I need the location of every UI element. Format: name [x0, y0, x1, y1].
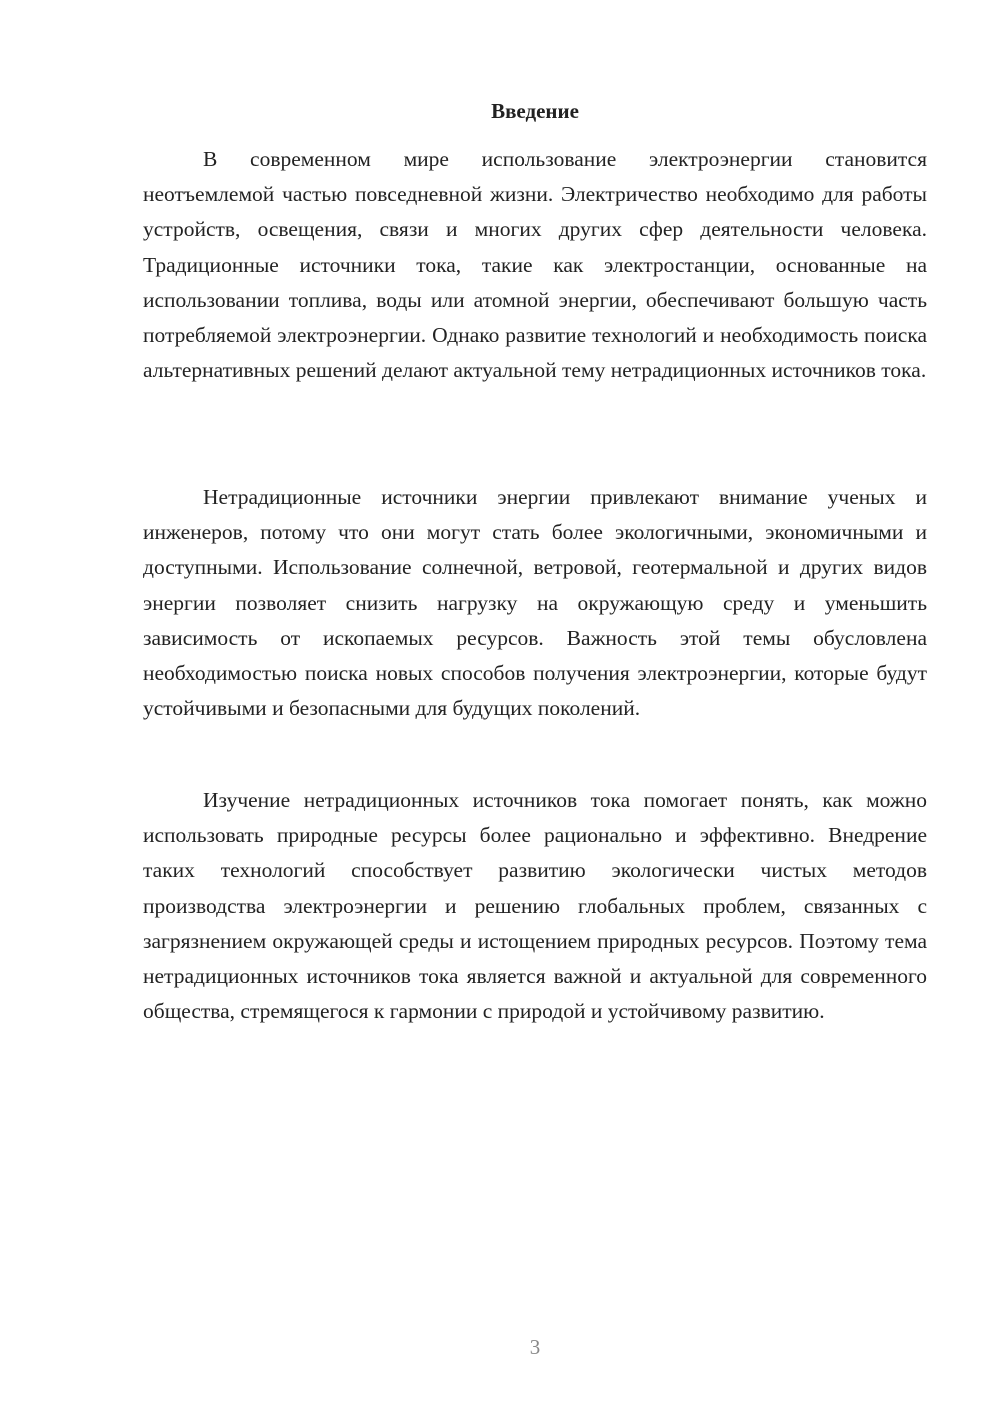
paragraph-study: Изучение нетрадиционных источников тока помогает понять, как можно использовать природные ресурсы более рационально и эффективно. Внедрение таких технологий способствует развитию экологически чистых методов производства электроэнергии и решению глобальных проблем, связанных с загрязнением окружающей среды и истощением природных ресурсов. Поэтому тема нетрадиционных источников тока является важной и актуальной для современного общества, стремящегося к гармонии с природой и устойчивому развитию. — [143, 788, 927, 1024]
paragraph-importance: Нетрадиционные источники энергии привлекают внимание ученых и инженеров, потому что они могут стать более экологичными, экономичными и доступными. Использование солнечной, ветровой, геотермальной и других видов энергии позволяет снизить нагрузку на окружающую среду и уменьшить зависимость от ископаемых ресурсов. Важность этой темы обусловлена необходимостью поиска новых способов получения электроэнергии, которые будут устойчивыми и безопасными для будущих поколений. — [143, 485, 927, 721]
section-title: Введение — [491, 99, 579, 123]
page-number: 3 — [529, 1335, 541, 1359]
paragraph-intro: В современном мире использование электроэнергии становится неотъемлемой частью повседневной жизни. Электричество необходимо для работы устройств, освещения, связи и многих других сфер деятельности человека. Традиционные источники тока, такие как электростанции, основанные на использовании топлива, воды или атомной энергии, обеспечивают большую часть потребляемой электроэнергии. Однако развитие технологий и необходимость поиска альтернативных решений делают актуальной тему нетрадиционных источников тока. — [143, 147, 927, 383]
